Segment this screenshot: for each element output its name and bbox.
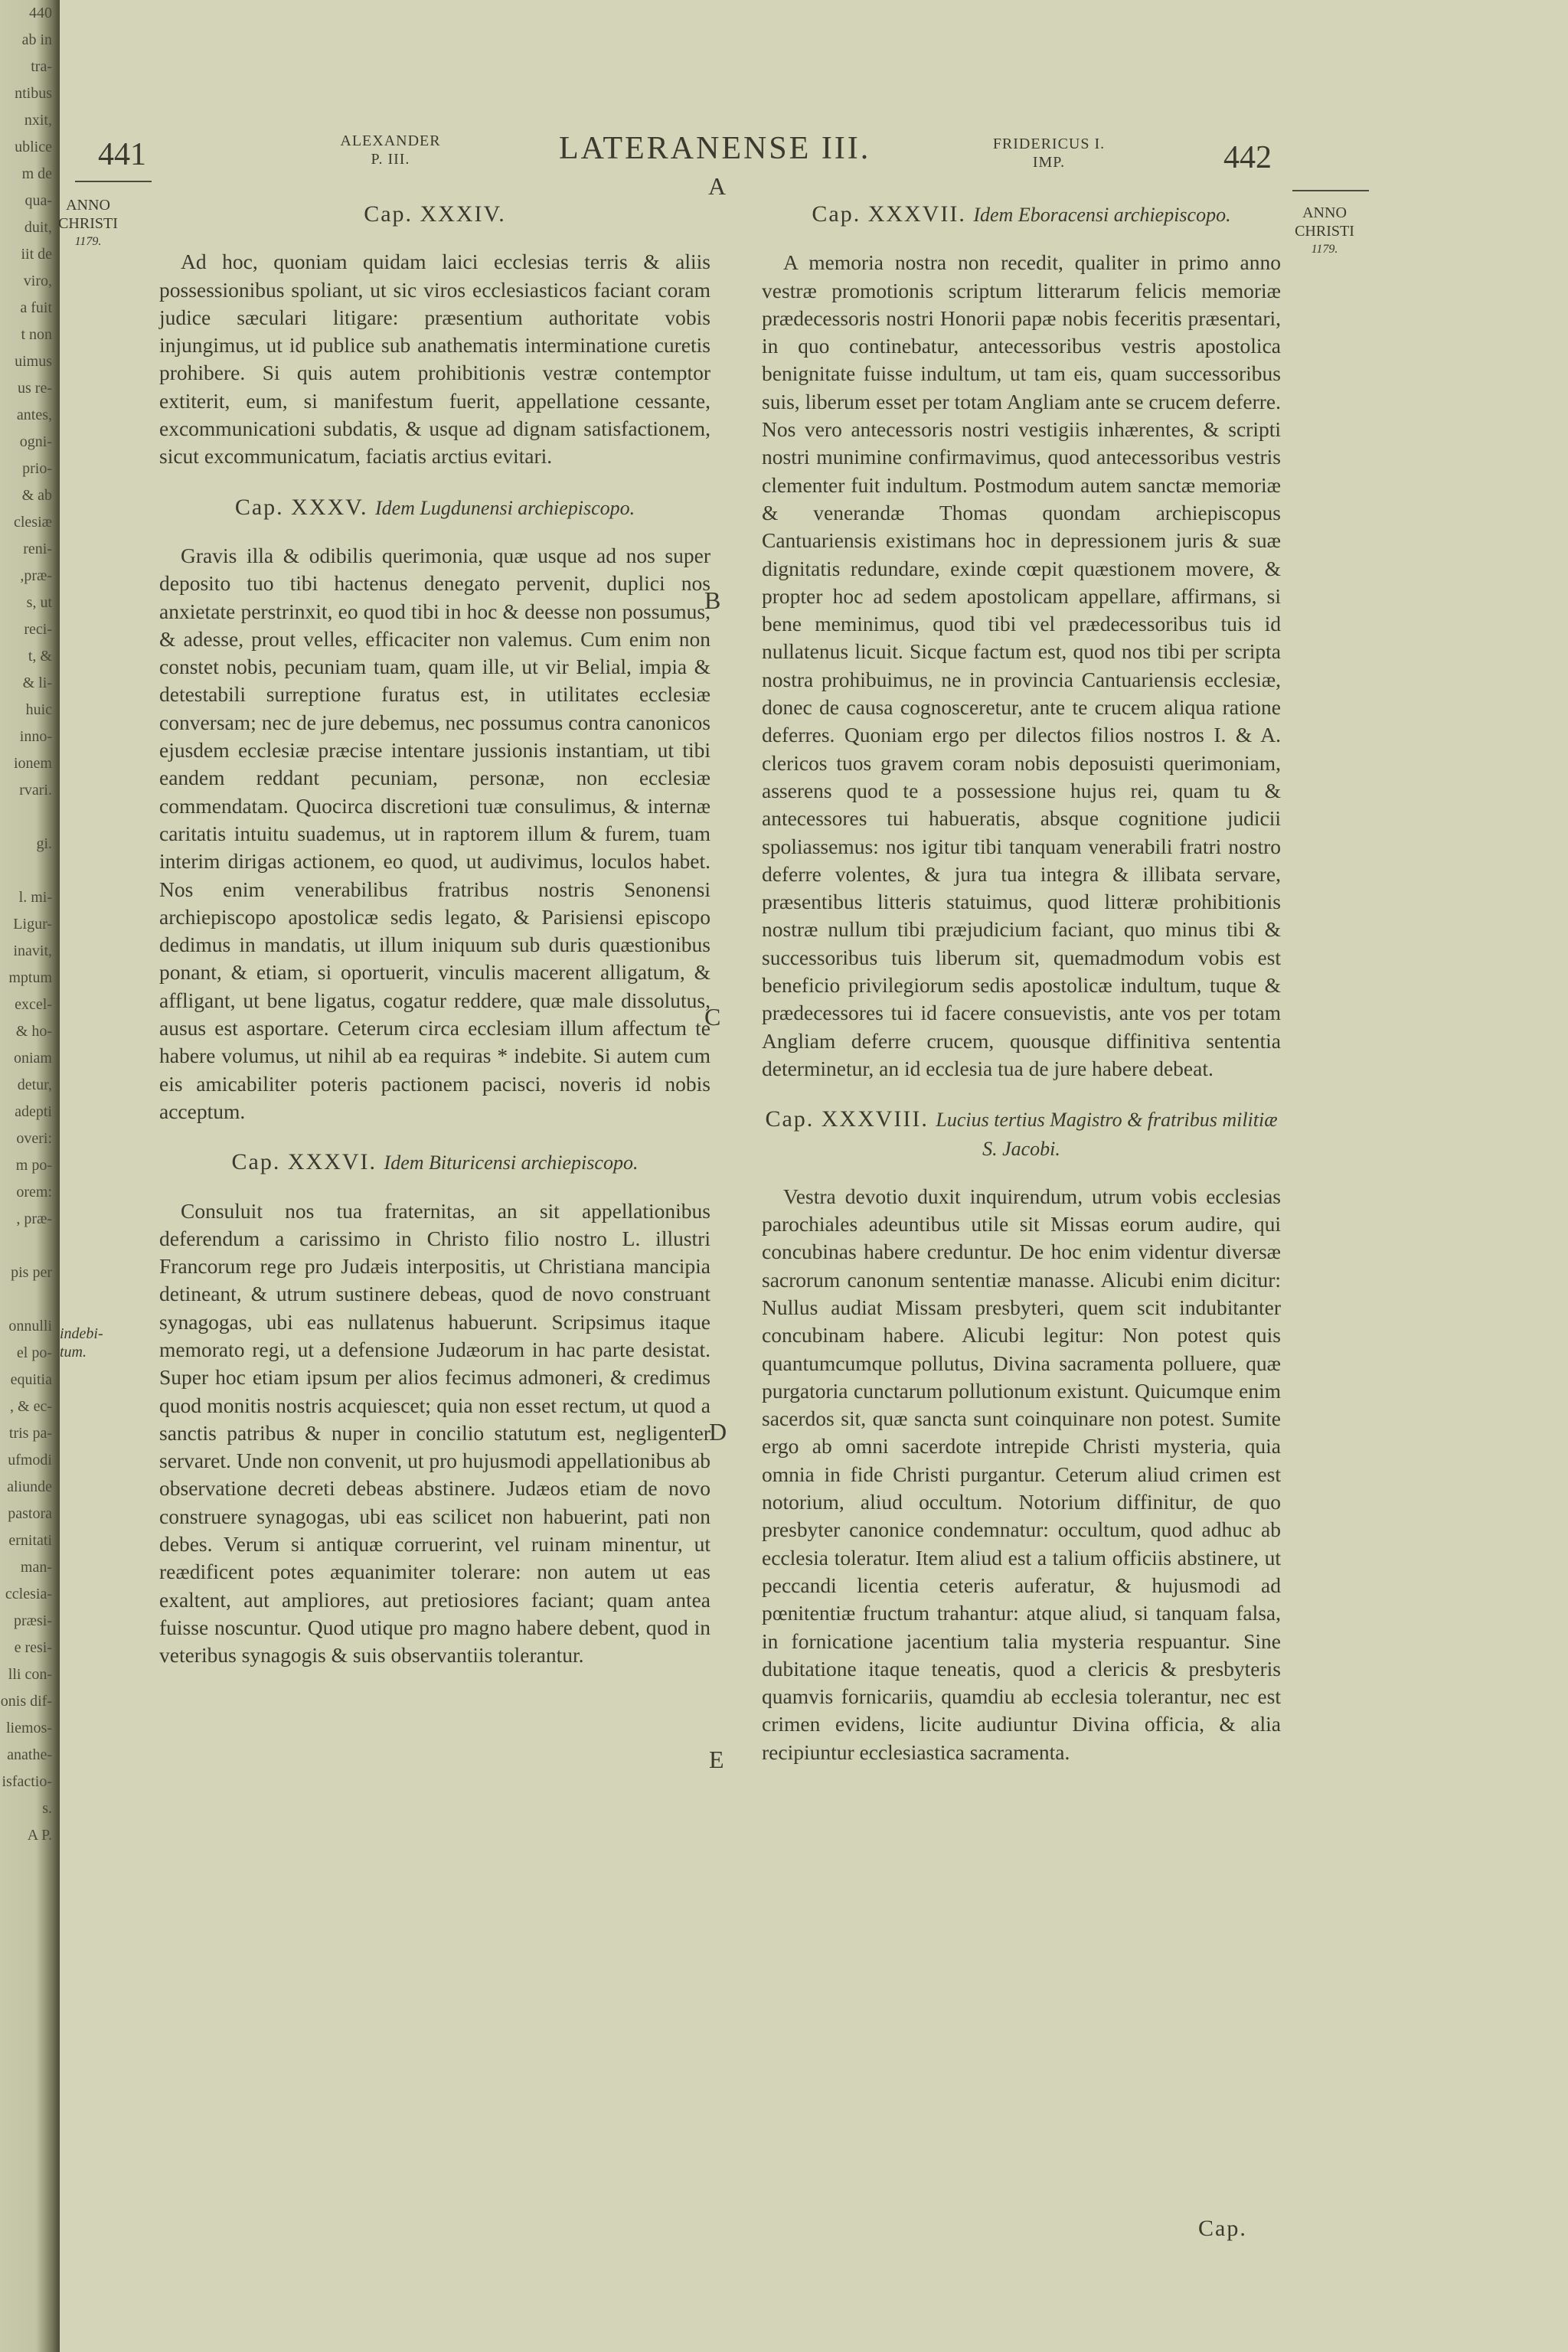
margin-note	[60, 1325, 152, 1361]
chapter-number: Cap. XXXVIII.	[765, 1106, 929, 1132]
running-head-left-line: ALEXANDER	[340, 132, 441, 149]
margin-rule-right	[1292, 190, 1369, 191]
previous-page-fragment: m de	[21, 165, 52, 182]
previous-page-fragment	[0, 1233, 55, 1259]
anno-year: 1179.	[74, 235, 102, 248]
previous-page-fragment: nxit,	[24, 112, 52, 129]
previous-page-fragment: reni-	[23, 541, 52, 557]
previous-page-fragment: ublice	[15, 139, 52, 155]
previous-page-fragment: excel-	[15, 996, 52, 1013]
previous-page-fragment: e resi-	[14, 1639, 52, 1656]
chapter-text: Vestra devotio duxit inquirendum, utrum vobis ecclesias parochiales adeuntibus utile sit Missas eorum audire, qui concubinas habere creduntur. De hoc enim videntur diversæ sacrorum canonum sententiæ manasse. Alicubi enim dicitur: Nullus audiat Missam presbyteri, quem scit indubitanter concubinam habere. Alicubi legitur: Non potest quis quantumcumque pollutus, Divina sacramenta polluere, quæ purgatoria cunctarum pollutionum existunt. Quicumque enim sacerdos sit, quæ sancta sunt coinquinare non potest. Sumite ergo ab omni sacerdote intrepide Christi mysteria, quia omnia in fide Christi purgantur. Ceterum aliud crimen est notorium, aliud occultum. Notorium diffinitur, de quo presbyter canonice condemnatur: occultum, quod adhuc ab ecclesia toleratur. Item aliud est a talium officiis abstinere, ut peccandi licentia ceteris auferatur, & hujusmodi ad pœnitentiæ fructum trahantur: atque aliud, si tanquam falsa, in fornicatione jacentium talia mysteria respuantur. Sine dubitatione itaque teneatis, quod a clericis & presbyteris quamvis fornicariis, quamdiu ab ecclesia tolerantur, nec est crimen evidens, licite audiuntur Divina officia, & alia recipiuntur ecclesiastica sacramenta.	[762, 1184, 1281, 1764]
previous-page-fragment: equitia	[10, 1371, 52, 1388]
left-column	[159, 201, 710, 1693]
catchword: Cap.	[1198, 2216, 1247, 2241]
previous-page-fragment: mptum	[8, 969, 52, 986]
previous-page-fragment	[0, 1286, 55, 1313]
previous-page-fragment: viro,	[23, 273, 52, 289]
previous-page-fragment: uimus	[15, 353, 52, 370]
previous-page-fragment: detur,	[17, 1076, 52, 1093]
previous-page-fragment: man-	[20, 1559, 52, 1576]
previous-page-fragment: , & ec-	[10, 1398, 52, 1415]
previous-page-fragment: huic	[25, 701, 52, 718]
previous-page-fragment: tris pa-	[8, 1425, 52, 1442]
chapter-text: Consuluit nos tua fraternitas, an sit appellationibus deferendum a carissimo in Christo filio nostro L. illustri Francorum rege pro Judæis interpositis, ut Christiana mancipia detineant, & utrum sustinere debeas, quod de novo construant synagogas, ubi eas nullatenus habuerunt. Scripsimus itaque memorato regi, ut a defensione Judæorum in hac parte desistat. Super hoc etiam ipsum per alios fecimus admoneri, & credimus quod monitis nostris acquiescet; quia non esset rectum, ut quod a sanctis patribus & nuper in concilio statutum est, negligenter servaret. Unde non convenit, ut pro hujusmodi appellationibus ab observatione decreti debeas abstinere. Judæos etiam de novo construere synagogas, ubi eas scilicet non habuerint, pati non debes. Verum si antiquæ corruerint, vel ruinam minentur, ut reædificent potes æquanimiter tolerare: non autem ut eas exaltent, aut ampliores, aut pretiosiores faciant; quam antea fuisse noscuntur. Quod utique pro magno habere debent, quod in veteribus synagogis & suis observantiis tolerantur.	[159, 1198, 710, 1668]
previous-page-fragment: el po-	[16, 1344, 52, 1361]
chapter-heading	[762, 201, 1281, 229]
previous-page-fragment: anathe-	[7, 1746, 52, 1763]
margin-rule-left	[75, 181, 152, 182]
chapter-heading	[159, 494, 710, 522]
previous-page-fragment: s, ut	[26, 594, 52, 611]
running-head-right-line: IMP.	[1032, 154, 1066, 171]
previous-page-fragment: Ligur-	[13, 916, 52, 933]
section-marker-e: E	[709, 1746, 724, 1773]
previous-page-fragment: t, &	[28, 648, 52, 665]
anno-label: ANNO	[1302, 204, 1347, 221]
page-title: LATERANENSE III.	[559, 131, 871, 166]
previous-page-fragment: overi:	[16, 1130, 52, 1147]
chapter-38	[762, 1106, 1281, 1766]
previous-page-fragment: inavit,	[13, 942, 52, 959]
chapter-addressee: Idem Eboracensi archiepiscopo.	[973, 204, 1231, 226]
previous-page-fragment: & ab	[21, 487, 52, 504]
previous-page-fragment: ufmodi	[8, 1452, 52, 1468]
chapter-heading	[159, 1148, 710, 1177]
previous-page-fragment: s.	[42, 1800, 52, 1817]
chapter-text: Ad hoc, quoniam quidam laici ecclesias terris & aliis possessionibus spoliant, ut sic viros ecclesiasticos faciant coram judice sæculari litigare: præsentium authoritate vobis injungimus, ut id publice sub anathematis interminatione curetis prohibere. Si quis autem prohibitionis vestræ contemptor extiterit, eum, si manifestum fuerit, appellatione cessante, excommunicationi subdatis, & usque ad dignam satisfactionem, sicut excommunicatum, faciatis arctius evitari.	[159, 250, 710, 469]
chapter-text: A memoria nostra non recedit, qualiter in primo anno vestræ promotionis scriptum litterarum felicis memoriæ prædecessoris nostri Honorii papæ nobis feceritis præsentari, in quo continebatur, antecessoribus vestris apostolica benignitate fuisse indultum, ut tam eis, quam successoribus suis, liberum esset per totam Angliam ante se crucem deferre. Nos vero antecessoris nostri vestigiis inhærentes, & scripti nostri munimine confirmavimus, quod antecessoribus vestris clementer fuit indultum. Postmodum autem sanctæ memoriæ & venerandæ Thomas quondam archiepiscopus Cantuariensis existimans hoc in depressionem juris & suæ dignitatis redundare, exinde cœpit quæstionem movere, & propter hoc ad sedem apostolicam appellare, affirmans, si bene meminimus, quod tibi vel prædecessoribus tuis id nullatenus licuit. Sicque factum est, quod nos tibi per scripta nostra prohibuimus, ne in provincia Cantuariensis ecclesiæ, donec de causa cognosceretur, ante te crucem aliqua ratione deferres. Quoniam ergo per dilectos filios nostros I. & A. clericos tuos gravem coram nobis deposuisti querimoniam, asserens quod te a possessione hujus rei, quam tu & antecessores tui habueratis, absque cognitione judicii spoliassemus: nos igitur tibi tanquam venerabili fratri nostro deferre volentes, & jura tua integra & illibata servare, præsentibus litteris statuimus, quod litteræ prohibitionis nostræ nullum tibi præjudicium faciant, quo minus tibi & successoribus tuis liberum sit, quemadmodum vobis est beneficio privilegiorum sedis apostolicæ indultum, tuque & prædecessores tui id facere consuevistis, ante vos per totam Angliam deferre crucem, quousque diffinitiva sententia determinetur, an id ecclesia tua de jure habere debeat.	[762, 250, 1281, 1080]
previous-page-fragment: pis per	[11, 1264, 52, 1281]
previous-page-fragment: A P.	[27, 1827, 52, 1844]
previous-page-fragment: us re-	[18, 380, 52, 397]
chapter-37	[762, 201, 1281, 1083]
right-column	[762, 201, 1281, 1789]
section-marker-c: C	[704, 1003, 721, 1031]
previous-page-fragment: iit de	[21, 246, 52, 263]
previous-page-fragment: gi.	[36, 835, 52, 852]
previous-page-fragment: tra-	[31, 58, 52, 75]
previous-page-fragment: inno-	[19, 728, 52, 745]
anno-year: 1179.	[1311, 243, 1338, 256]
margin-note-line: tum.	[60, 1344, 87, 1361]
previous-page-fragment	[0, 804, 55, 831]
running-head-left-line: P. III.	[371, 151, 410, 168]
page-number-right: 442	[1223, 140, 1272, 175]
previous-page-fragment: oniam	[14, 1050, 52, 1067]
previous-page-fragment: antes,	[16, 407, 52, 423]
page-number-left: 441	[98, 137, 146, 172]
previous-page-fragment: onnulli	[8, 1318, 52, 1334]
previous-page-fragment: liemos-	[6, 1720, 52, 1736]
christi-label: CHRISTI	[58, 215, 118, 232]
anno-christi-left	[46, 196, 130, 251]
margin-note-line: indebi-	[60, 1325, 103, 1342]
previous-page-fragment: rvari.	[19, 782, 52, 799]
chapter-addressee: Lucius tertius Magistro & fratribus militiæ S. Jacobi.	[936, 1109, 1278, 1160]
previous-page-fragment: prio-	[22, 460, 52, 477]
previous-page-fragment: adepti	[15, 1103, 52, 1120]
previous-page-fragment: ionem	[14, 755, 52, 772]
previous-page-fragment: aliunde	[7, 1478, 52, 1495]
christi-label: CHRISTI	[1295, 223, 1354, 240]
previous-page-fragment: pastora	[8, 1505, 52, 1522]
previous-page-fragment: onis dif-	[0, 1693, 52, 1710]
chapter-36	[159, 1148, 710, 1669]
previous-page-fragment: 440	[29, 5, 52, 21]
previous-page-fragment: cclesia-	[5, 1586, 52, 1602]
previous-page-fragment: præsi-	[14, 1612, 52, 1629]
chapter-number: Cap. XXXVI.	[231, 1149, 377, 1175]
previous-page-fragment: l. mi-	[18, 889, 52, 906]
previous-page-fragment: ab in	[21, 31, 52, 48]
previous-page-fragment	[0, 858, 55, 884]
previous-page-fragment: orem:	[16, 1184, 52, 1200]
previous-page-fragment: ,præ-	[20, 567, 52, 584]
previous-page-fragment: & li-	[22, 675, 52, 691]
section-marker-a: A	[708, 172, 727, 200]
previous-page-fragment: ntibus	[15, 85, 52, 102]
previous-page-fragment: ernitati	[8, 1532, 52, 1549]
previous-page-fragment: & ho-	[15, 1023, 52, 1040]
chapter-heading	[159, 201, 710, 228]
anno-christi-right	[1282, 204, 1367, 259]
chapter-addressee: Idem Lugdunensi archiepiscopo.	[374, 496, 635, 519]
anno-label: ANNO	[66, 197, 110, 214]
chapter-35	[159, 494, 710, 1126]
previous-page-fragment: clesiæ	[14, 514, 52, 531]
previous-page-fragment: m po-	[15, 1157, 52, 1174]
chapter-addressee: Idem Bituricensi archiepiscopo.	[384, 1152, 639, 1174]
running-head-left	[322, 132, 459, 168]
previous-page-fragment: t non	[21, 326, 52, 343]
chapter-number: Cap. XXXV.	[234, 494, 368, 520]
previous-page-fragment: ogni-	[19, 433, 52, 450]
chapter-heading	[762, 1106, 1281, 1163]
section-marker-d: D	[709, 1418, 727, 1446]
previous-page-fragments	[0, 0, 55, 2352]
previous-page-fragment: duit,	[24, 219, 52, 236]
chapter-text: Gravis illa & odibilis querimonia, quæ usque ad nos super deposito tuo tibi hactenus denegato pervenit, duplici nos anxietate perstrinxit, eo quod tibi in hoc & deesse non possumus, & adesse, prout velles, efficaciter non valemus. Cum enim non constet nobis, pecuniam tuam, quam ille, ut vir Belial, impia & detestabili surreptione furatus est, in utilitates ecclesiæ conversam; nec de jure debemus, nec possumus contra canonicos ejusdem ecclesiæ præcise intentare jussionis instantiam, ut tibi eandem reddant pecuniam, personæ, non ecclesiæ commendatam. Quocirca discretioni tuæ consulimus, & internæ caritatis intuitu suademus, ut in raptorem illum & furem, tuam interim dirigas actionem, eo quod, ut audivimus, loculos habet. Nos enim venerabilibus fratribus nostris Senonensi archiepiscopo apostolicæ sedis legato, & Parisiensi episcopo dedimus in mandatis, ut illum iniquum sub duris quæstionibus ponant, & etiam, si oportuerit, vinculis macerent alligatum, & affligant, ut bene ligatus, cogatur reddere, quæ male dissolutus, ausus est asportare. Ceterum circa ecclesiam illum affectum te habere volumus, ut nihil ab ea requiras * indebite. Si autem cum eis amicabiliter poteris pactionem pacisci, noveris id nobis acceptum.	[159, 543, 710, 1123]
previous-page-fragment: qua-	[24, 192, 52, 209]
section-marker-b: B	[704, 586, 721, 614]
running-head-right	[976, 135, 1122, 172]
chapter-number: Cap. XXXIV.	[364, 201, 506, 227]
running-head-right-line: FRIDERICUS I.	[992, 136, 1106, 152]
previous-page-fragment: isfactio-	[2, 1773, 52, 1790]
previous-page-fragment: , præ-	[16, 1210, 52, 1227]
previous-page-fragment: reci-	[24, 621, 52, 638]
chapter-number: Cap. XXXVII.	[812, 201, 966, 227]
previous-page-fragment: a fuit	[20, 299, 52, 316]
chapter-34	[159, 201, 710, 471]
previous-page-fragment: lli con-	[8, 1666, 52, 1683]
